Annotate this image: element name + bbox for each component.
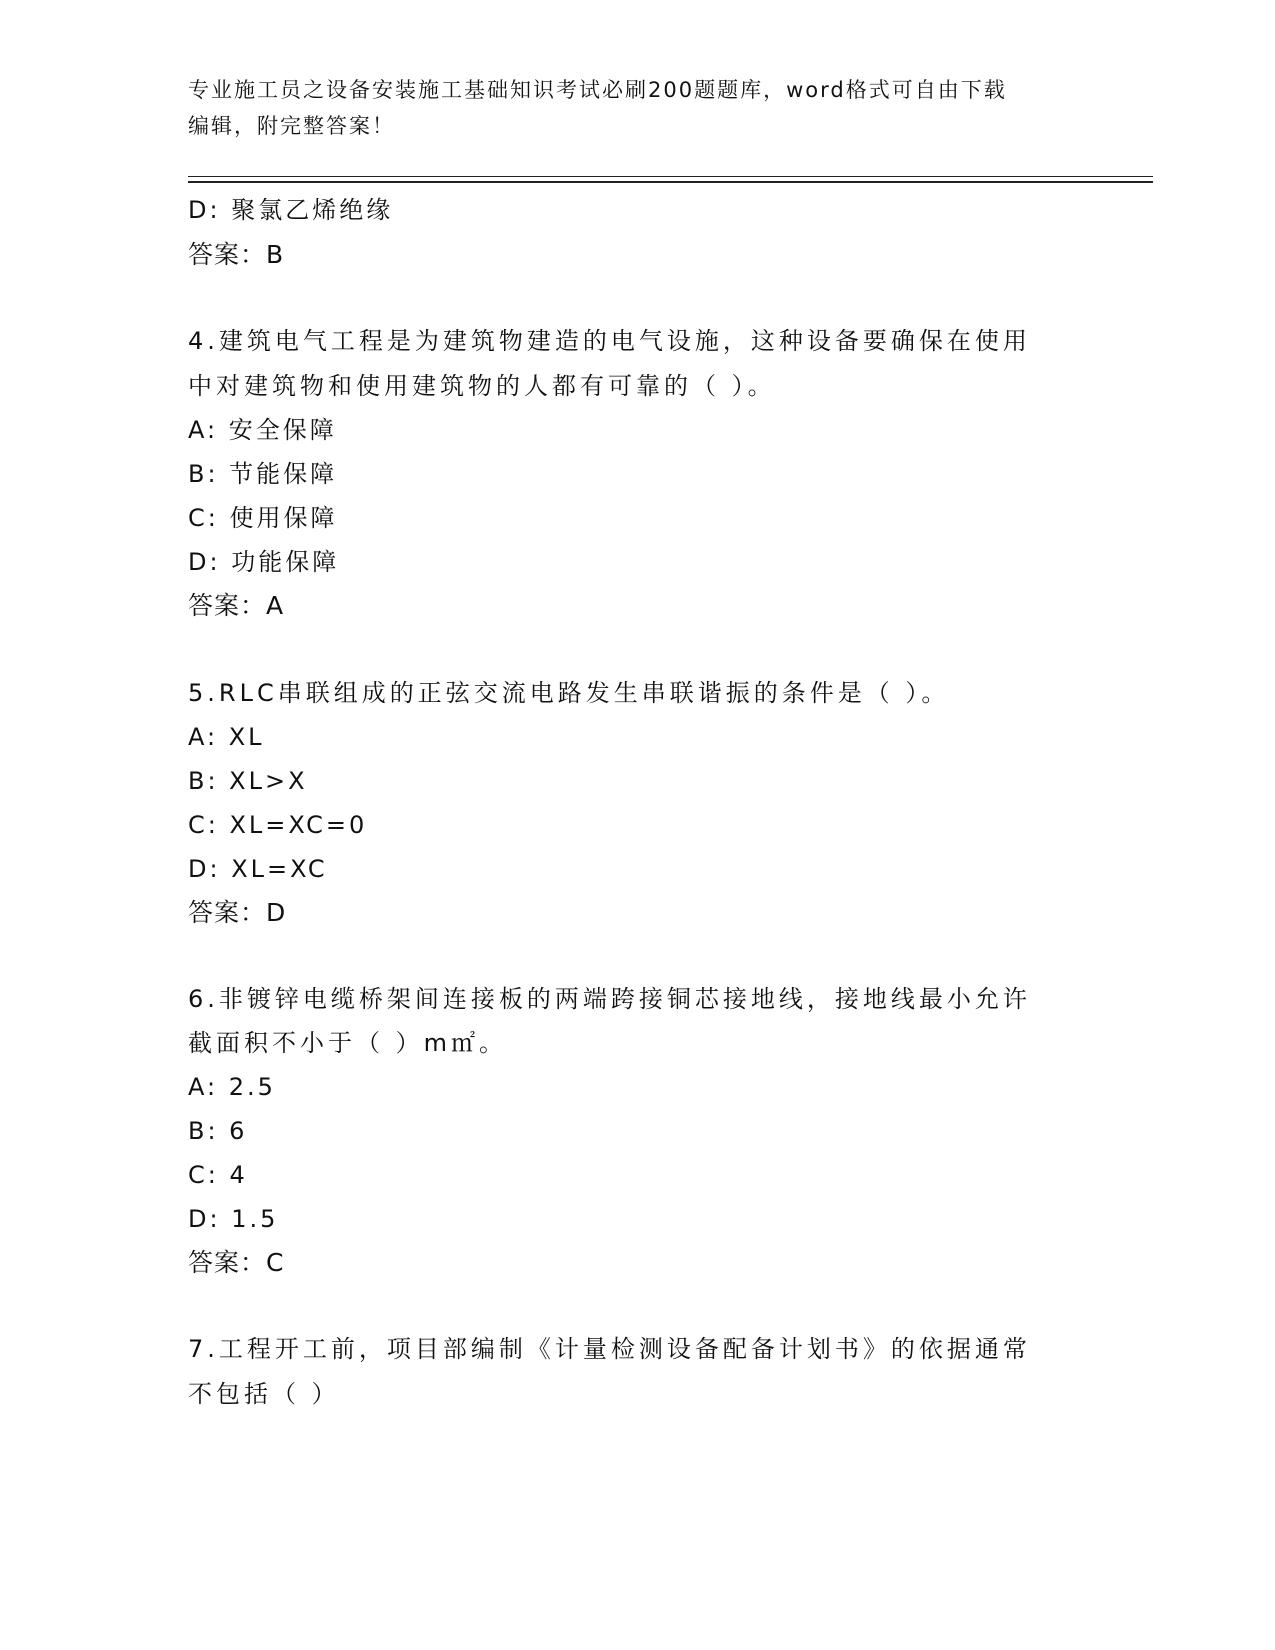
q4-option-a: A: 安全保障 bbox=[188, 416, 337, 444]
q4-answer: 答案：A bbox=[188, 591, 285, 620]
q6-text-line-2: 截面积不小于（ ）m㎡。 bbox=[188, 1029, 508, 1057]
q5-option-b: B: XL>X bbox=[188, 767, 308, 795]
prev-question-answer: 答案：B bbox=[188, 240, 285, 269]
header-title-line-1: 专业施工员之设备安装施工基础知识考试必刷200题题库，word格式可自由下载 bbox=[188, 78, 1007, 102]
q5-option-d: D: XL=XC bbox=[188, 855, 328, 883]
q5-answer: 答案：D bbox=[188, 898, 287, 927]
q6-option-d: D: 1.5 bbox=[188, 1205, 279, 1233]
q6-option-b: B: 6 bbox=[188, 1117, 248, 1145]
q4-text-line-1: 4.建筑电气工程是为建筑物建造的电气设施，这种设备要确保在使用 bbox=[188, 327, 1031, 355]
q6-text-line-1: 6.非镀锌电缆桥架间连接板的两端跨接铜芯接地线，接地线最小允许 bbox=[188, 985, 1031, 1013]
q6-option-c: C: 4 bbox=[188, 1161, 248, 1189]
q7-text-line-1: 7.工程开工前，项目部编制《计量检测设备配备计划书》的依据通常 bbox=[188, 1335, 1031, 1363]
q4-option-d: D: 功能保障 bbox=[188, 548, 340, 576]
q6-option-a: A: 2.5 bbox=[188, 1073, 276, 1101]
header-divider-bottom bbox=[188, 181, 1153, 183]
q4-option-c: C: 使用保障 bbox=[188, 504, 338, 532]
prev-question-option-d: D: 聚氯乙烯绝缘 bbox=[188, 196, 394, 224]
header-divider-top bbox=[188, 176, 1153, 177]
header-title-line-2: 编辑，附完整答案！ bbox=[188, 114, 395, 138]
q5-option-c: C: XL=XC=0 bbox=[188, 811, 368, 839]
q6-answer: 答案：C bbox=[188, 1248, 285, 1277]
page-header bbox=[188, 72, 1068, 144]
q5-option-a: A: XL bbox=[188, 723, 265, 751]
q4-option-b: B: 节能保障 bbox=[188, 460, 338, 488]
q5-text-line-1: 5.RLC串联组成的正弦交流电路发生串联谐振的条件是（ ）。 bbox=[188, 679, 950, 707]
q4-text-line-2: 中对建筑物和使用建筑物的人都有可靠的（ ）。 bbox=[188, 372, 776, 400]
q7-text-line-2: 不包括（ ） bbox=[188, 1380, 340, 1408]
